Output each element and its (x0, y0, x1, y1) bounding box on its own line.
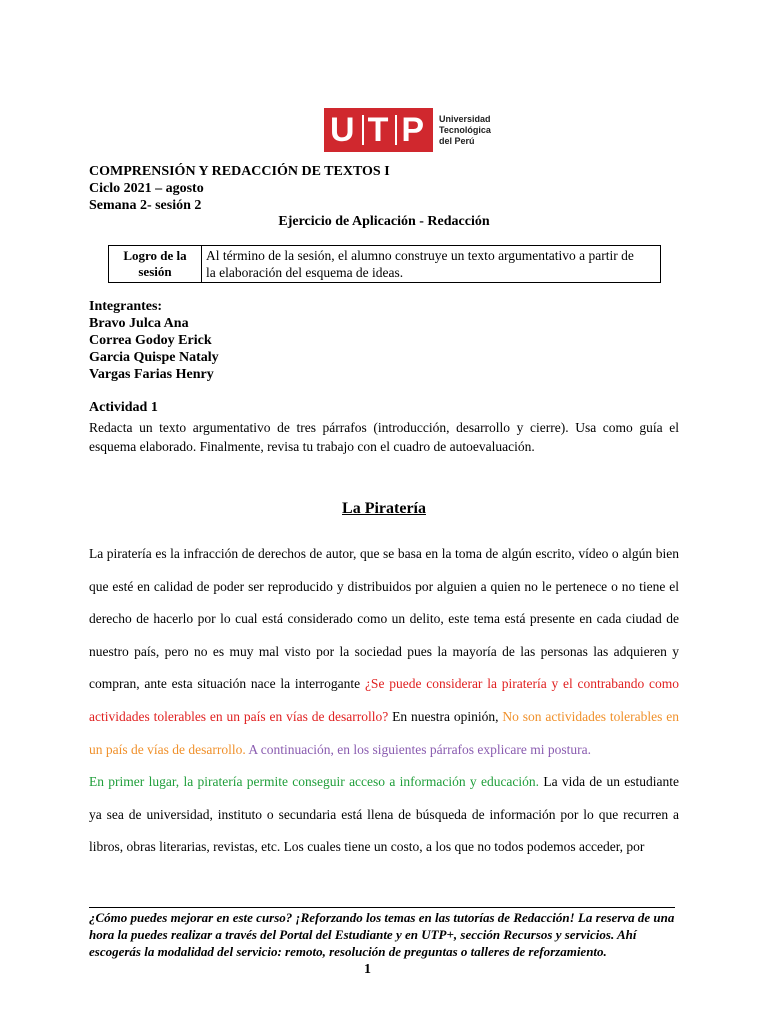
member-name: Bravo Julca Ana (89, 316, 189, 331)
logo-letter-u: U (330, 110, 358, 149)
utp-logo (324, 108, 491, 152)
logo-university-name (439, 114, 491, 147)
goal-label-cell (109, 246, 202, 282)
member-name: Correa Godoy Erick (89, 333, 212, 348)
guiding-question: ¿Se puede considerar la piratería y el contrabando como actividades tolerables en un país en vías de desarrollo? (89, 676, 679, 724)
logo-line-2: Tecnológica (439, 124, 491, 135)
goal-text-cell (202, 246, 660, 282)
goal-label-line-2: sesión (138, 264, 172, 279)
course-title: COMPRENSIÓN Y REDACCIÓN DE TEXTOS I (89, 164, 390, 179)
essay-paragraph-1 (89, 538, 679, 766)
opinion-lead: En nuestra opinión, (388, 708, 503, 724)
intro-text: La piratería es la infracción de derechos de autor, que se basa en la toma de algún escrito, vídeo o algún bien que esté en calidad de poder ser reproducido y distribuidos por alguien a quien no le pertenece o no tiene el derecho de hacerlo por lo cual está considerado como un delito, este tema está presente en cada ciudad de nuestro país, pero no es muy mal visto por la sociedad pues la mayoría de las personas las adquieren y compran, ante esta situación nace la interrogante (89, 546, 679, 692)
page-number: 1 (364, 962, 371, 977)
members-heading: Integrantes: (89, 299, 163, 314)
footer-divider (89, 907, 675, 908)
goal-text-line-1: Al término de la sesión, el alumno construye un texto argumentativo a partir de (206, 248, 634, 263)
logo-letter-p: P (401, 110, 428, 149)
session-goal-table (108, 245, 661, 283)
goal-label-line-1: Logro de la (123, 248, 187, 263)
exercise-title: Ejercicio de Aplicación - Redacción (278, 214, 490, 229)
thesis-statement: No son actividades tolerables en un país de vías de desarrollo. (89, 708, 680, 757)
week-label: Semana 2- sesión 2 (89, 198, 202, 213)
essay-body (89, 538, 679, 864)
activity-title: Actividad 1 (89, 400, 158, 415)
preview-statement: A continuación, en los siguientes párrafos explicare mi postura. (248, 741, 592, 757)
topic-sentence: En primer lugar, la piratería permite conseguir acceso a información y educación. (89, 774, 540, 790)
member-name: Garcia Quispe Nataly (89, 350, 219, 365)
essay-paragraph-2 (89, 766, 679, 864)
utp-logo-box (324, 108, 433, 152)
members-block (89, 298, 219, 383)
logo-line-1: Universidad (439, 113, 491, 124)
logo-line-3: del Perú (439, 135, 475, 146)
footer-note: ¿Cómo puedes mejorar en este curso? ¡Reforzando los temas en las tutorías de Redacción! La reserva de una hora la puedes realizar a través del Portal del Estudiante y en UTP+, sección Recursos y servicios. Ahí escogerás la modalidad del servicio: remoto, resolución de preguntas o talleres de reforzamiento. (89, 910, 675, 959)
essay-title: La Piratería (342, 500, 426, 517)
paragraph-2-text: La vida de un estudiante ya sea de universidad, instituto o secundaria está llena de búsqueda de información por lo que recurren a libros, obras literarias, revistas, etc. Los cuales tiene un costo, a los que no todos podemos acceder, por (89, 774, 679, 855)
cycle-label: Ciclo 2021 – agosto (89, 181, 204, 196)
logo-letter-t: T (367, 110, 392, 149)
member-name: Vargas Farias Henry (89, 367, 214, 382)
activity-instructions: Redacta un texto argumentativo de tres párrafos (introducción, desarrollo y cierre). Usa como guía el esquema elaborado. Finalmente, revisa tu trabajo con el cuadro de autoevaluación. (89, 420, 679, 454)
goal-text-line-2: la elaboración del esquema de ideas. (206, 265, 404, 280)
